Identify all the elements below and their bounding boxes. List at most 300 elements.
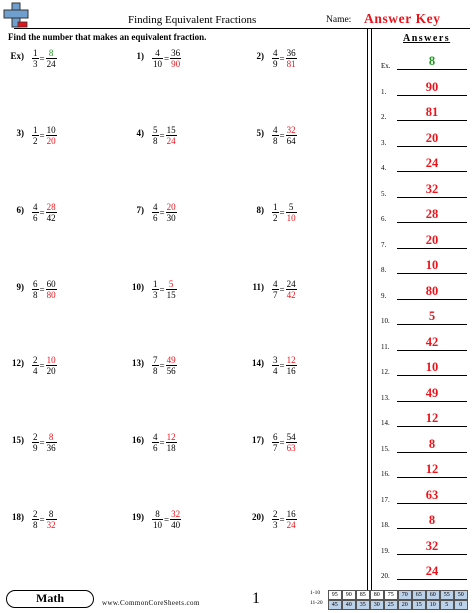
- equals-sign: =: [279, 130, 285, 141]
- score-cell: 5: [440, 600, 455, 611]
- answer-value: 80: [425, 283, 439, 298]
- score-cell: 65: [412, 590, 427, 601]
- equals-sign: =: [39, 207, 45, 218]
- score-cell: 45: [328, 600, 343, 611]
- score-cell: 60: [426, 590, 441, 601]
- numerator: 16: [286, 509, 296, 519]
- answer-label: 14.: [381, 419, 390, 427]
- denominator: 56: [166, 366, 176, 376]
- problem-item: [244, 509, 354, 549]
- numerator: 4: [153, 202, 158, 212]
- answer-label: 5.: [381, 189, 387, 198]
- answer-label: 12.: [381, 368, 390, 376]
- problem-number: 9): [16, 282, 24, 292]
- numerator: 36: [286, 48, 296, 58]
- fraction-equation: [152, 509, 181, 530]
- problem-number: 2): [256, 51, 264, 61]
- denominator: 16: [286, 366, 296, 376]
- denominator: 90: [171, 59, 181, 69]
- equivalent-fraction: [46, 432, 57, 453]
- answer-label: 6.: [381, 215, 387, 223]
- fraction-equation: [32, 509, 57, 530]
- numerator: 10: [46, 355, 56, 365]
- numerator: 2: [33, 355, 38, 365]
- denominator: 80: [46, 290, 56, 300]
- answer-row: [381, 205, 471, 223]
- numerator: 12: [166, 432, 176, 442]
- fraction-equation: [272, 355, 297, 376]
- equivalent-fraction: [170, 48, 181, 69]
- answer-value: 63: [425, 487, 439, 502]
- answer-row: [381, 562, 471, 580]
- numerator: 1: [153, 279, 158, 289]
- equivalent-fraction: [46, 125, 57, 146]
- numerator: 49: [166, 355, 176, 365]
- problem-number: 19): [132, 512, 144, 522]
- answer-value: 81: [425, 105, 439, 119]
- numerator: 2: [273, 509, 278, 519]
- numerator: 4: [153, 432, 158, 442]
- denominator: 2: [273, 213, 278, 223]
- fraction-equation: [32, 279, 57, 300]
- problem-item: [124, 509, 234, 549]
- fraction-equation: [152, 355, 177, 376]
- answer-row: [381, 78, 471, 96]
- answer-line: [397, 452, 467, 453]
- problem-number: 6): [16, 205, 24, 215]
- fraction-equation: [272, 202, 297, 223]
- problem-number: 17): [252, 435, 264, 445]
- equivalent-fraction: [286, 279, 297, 300]
- equals-sign: =: [279, 53, 285, 64]
- equivalent-fraction: [166, 279, 177, 300]
- numerator: 20: [166, 202, 176, 212]
- score-cell: 10: [426, 600, 441, 611]
- answer-key-label: Answer Key: [364, 11, 441, 26]
- numerator: 36: [171, 48, 181, 58]
- answer-line: [397, 120, 467, 121]
- fraction-equation: [32, 202, 57, 223]
- problem-item: [244, 48, 354, 88]
- page-number: 1: [252, 590, 260, 607]
- denominator: 6: [153, 213, 158, 223]
- given-fraction: [152, 202, 159, 223]
- given-fraction: [152, 509, 163, 530]
- answer-row: [381, 256, 471, 274]
- given-fraction: [272, 279, 279, 300]
- numerator: 7: [153, 355, 158, 365]
- score-cell: 20: [398, 600, 413, 611]
- fraction-equation: [32, 355, 57, 376]
- score-cell: 0: [454, 600, 469, 611]
- score-cell: 35: [356, 600, 371, 611]
- numerator: 3: [273, 355, 278, 365]
- denominator: 8: [33, 290, 38, 300]
- equals-sign: =: [39, 130, 45, 141]
- numerator: 6: [33, 279, 38, 289]
- answer-line: [397, 69, 467, 70]
- problem-number: 10): [132, 282, 144, 292]
- equals-sign: =: [279, 360, 285, 371]
- numerator: 8: [155, 509, 160, 519]
- equivalent-fraction: [46, 279, 57, 300]
- answer-line: [397, 401, 467, 402]
- answer-row: [381, 103, 471, 121]
- equivalent-fraction: [46, 355, 57, 376]
- problem-number: 4): [136, 128, 144, 138]
- equivalent-fraction: [166, 202, 177, 223]
- problem-number: 16): [132, 435, 144, 445]
- equals-sign: =: [164, 53, 170, 64]
- equivalent-fraction: [286, 355, 297, 376]
- fraction-equation: [32, 48, 57, 69]
- equivalent-fraction: [166, 432, 177, 453]
- answer-value: 32: [425, 181, 439, 196]
- problem-number: 1): [136, 51, 144, 61]
- equivalent-fraction: [286, 48, 297, 69]
- problem-item: [244, 355, 354, 395]
- problem-number: Ex): [10, 51, 24, 61]
- equivalent-fraction: [166, 125, 177, 146]
- answer-label: 19.: [381, 546, 390, 555]
- title-rule: [14, 28, 470, 29]
- denominator: 15: [166, 290, 176, 300]
- answer-row: [381, 460, 471, 478]
- answer-row: [381, 307, 471, 325]
- problem-item: [124, 125, 234, 165]
- problem-item: [4, 48, 114, 88]
- equivalent-fraction: [286, 125, 297, 146]
- numerator: 4: [273, 279, 278, 289]
- equivalent-fraction: [46, 509, 57, 530]
- score-cell: 70: [398, 590, 413, 601]
- numerator: 2: [33, 509, 38, 519]
- answer-line: [397, 554, 467, 555]
- denominator: 20: [46, 366, 56, 376]
- answer-value: 12: [425, 462, 439, 476]
- answer-row: [381, 537, 471, 555]
- equivalent-fraction: [286, 432, 297, 453]
- denominator: 42: [46, 213, 56, 223]
- numerator: 5: [153, 125, 158, 135]
- denominator: 9: [273, 59, 278, 69]
- denominator: 6: [153, 443, 158, 453]
- score-cell: 90: [342, 590, 357, 601]
- fraction-equation: [32, 432, 57, 453]
- denominator: 20: [46, 136, 56, 146]
- score-cell: 95: [328, 590, 343, 601]
- fraction-equation: [272, 48, 297, 69]
- answer-line: [397, 248, 467, 249]
- fraction-equation: [152, 48, 181, 69]
- denominator: 8: [153, 136, 158, 146]
- denominator: 2: [33, 136, 38, 146]
- given-fraction: [272, 509, 279, 530]
- problem-item: [244, 432, 354, 472]
- denominator: 10: [153, 520, 162, 530]
- answer-line: [397, 477, 467, 478]
- equals-sign: =: [39, 514, 45, 525]
- denominator: 42: [286, 290, 296, 300]
- answer-value: 24: [425, 564, 439, 578]
- given-fraction: [272, 355, 279, 376]
- problem-item: [4, 202, 114, 242]
- numerator: 1: [33, 48, 38, 58]
- answer-label: 3.: [381, 138, 387, 147]
- answer-label: 2.: [381, 113, 387, 121]
- equivalent-fraction: [46, 48, 57, 69]
- given-fraction: [152, 279, 159, 300]
- numerator: 8: [48, 48, 54, 58]
- given-fraction: [32, 125, 39, 146]
- denominator: 9: [33, 443, 38, 453]
- site-url: www.CommonCoreSheets.com: [102, 599, 200, 607]
- answer-row: [381, 511, 471, 529]
- problem-item: [4, 355, 114, 395]
- answer-row: [381, 52, 471, 70]
- given-fraction: [152, 125, 159, 146]
- answer-line: [397, 324, 467, 325]
- equals-sign: =: [159, 284, 165, 295]
- answer-row: [381, 180, 471, 198]
- answer-row: [381, 435, 471, 453]
- fraction-equation: [272, 509, 297, 530]
- given-fraction: [32, 202, 39, 223]
- fraction-equation: [152, 202, 177, 223]
- problem-item: [244, 125, 354, 165]
- answer-label: 16.: [381, 470, 390, 478]
- answer-line: [397, 503, 467, 504]
- answer-line: [397, 171, 467, 172]
- answer-value: 28: [425, 207, 439, 221]
- problem-item: [124, 432, 234, 472]
- denominator: 10: [286, 213, 296, 223]
- name-label: Name:: [326, 15, 352, 25]
- denominator: 3: [273, 520, 278, 530]
- denominator: 4: [33, 366, 38, 376]
- problem-number: 14): [252, 358, 264, 368]
- denominator: 6: [33, 213, 38, 223]
- denominator: 3: [33, 59, 38, 69]
- answer-label: 9.: [381, 291, 387, 300]
- score-grid: [328, 590, 468, 610]
- answer-label: 1.: [381, 87, 387, 96]
- column-divider: [371, 28, 372, 590]
- given-fraction: [32, 279, 39, 300]
- problem-item: [4, 125, 114, 165]
- problem-item: [244, 202, 354, 242]
- answer-value: 49: [425, 385, 439, 400]
- answer-value: 90: [425, 79, 439, 94]
- denominator: 8: [273, 136, 278, 146]
- answer-row: [381, 282, 471, 300]
- answer-value: 10: [425, 360, 439, 374]
- answer-label: 8.: [381, 266, 387, 274]
- logo-icon: [3, 2, 29, 28]
- fraction-equation: [32, 125, 57, 146]
- score-cell: 15: [412, 600, 427, 611]
- given-fraction: [272, 48, 279, 69]
- denominator: 32: [46, 520, 56, 530]
- problem-number: 3): [16, 128, 24, 138]
- answer-row: [381, 358, 471, 376]
- equals-sign: =: [279, 207, 285, 218]
- answer-label: 11.: [381, 342, 390, 351]
- problem-number: 18): [12, 512, 24, 522]
- denominator: 36: [46, 443, 56, 453]
- answer-label: 10.: [381, 317, 390, 325]
- numerator: 1: [33, 125, 38, 135]
- denominator: 4: [273, 366, 278, 376]
- problem-number: 8): [256, 205, 264, 215]
- score-range-1: 1-10: [310, 590, 321, 596]
- equivalent-fraction: [46, 202, 57, 223]
- given-fraction: [32, 48, 39, 69]
- answer-label: 15.: [381, 444, 390, 453]
- answer-value: 10: [425, 258, 439, 272]
- fraction-equation: [272, 279, 297, 300]
- numerator: 6: [273, 432, 278, 442]
- denominator: 24: [46, 59, 56, 69]
- equals-sign: =: [279, 284, 285, 295]
- numerator: 5: [288, 202, 294, 212]
- given-fraction: [152, 355, 159, 376]
- problem-number: 13): [132, 358, 144, 368]
- problem-item: [124, 48, 234, 88]
- given-fraction: [32, 509, 39, 530]
- given-fraction: [272, 432, 279, 453]
- denominator: 8: [153, 366, 158, 376]
- given-fraction: [272, 202, 279, 223]
- denominator: 7: [273, 443, 278, 453]
- problem-number: 7): [136, 205, 144, 215]
- problem-number: 11): [252, 282, 264, 292]
- answer-line: [397, 299, 467, 300]
- denominator: 18: [166, 443, 176, 453]
- score-cell: 75: [384, 590, 399, 601]
- fraction-equation: [152, 279, 177, 300]
- problem-item: [244, 279, 354, 319]
- problem-item: [124, 355, 234, 395]
- answer-row: [381, 333, 471, 351]
- score-cell: 30: [370, 600, 385, 611]
- answer-line: [397, 273, 467, 274]
- problem-item: [4, 432, 114, 472]
- numerator: 32: [171, 509, 181, 519]
- answer-label: 4.: [381, 164, 387, 172]
- denominator: 10: [153, 59, 162, 69]
- answers-header: Answers: [403, 33, 451, 44]
- equivalent-fraction: [286, 202, 297, 223]
- score-cell: 50: [454, 590, 469, 601]
- score-range-2: 11-20: [310, 600, 323, 606]
- answer-value: 12: [425, 411, 439, 425]
- answer-line: [397, 528, 467, 529]
- answer-line: [397, 375, 467, 376]
- numerator: 32: [286, 125, 296, 135]
- answer-line: [397, 222, 467, 223]
- answer-line: [397, 146, 467, 147]
- given-fraction: [32, 432, 39, 453]
- denominator: 64: [286, 136, 296, 146]
- problem-number: 12): [12, 358, 24, 368]
- problem-number: 15): [12, 435, 24, 445]
- answer-line: [397, 350, 467, 351]
- equals-sign: =: [39, 360, 45, 371]
- equivalent-fraction: [166, 355, 177, 376]
- problem-number: 5): [256, 128, 264, 138]
- answer-row: [381, 384, 471, 402]
- denominator: 40: [171, 520, 181, 530]
- numerator: 1: [273, 202, 278, 212]
- instructions: Find the number that makes an equivalent fraction.: [8, 32, 207, 42]
- answer-value: 8: [428, 513, 436, 527]
- equals-sign: =: [159, 437, 165, 448]
- denominator: 63: [286, 443, 296, 453]
- answer-line: [397, 95, 467, 96]
- answer-value: 8: [428, 54, 436, 68]
- answer-row: [381, 486, 471, 504]
- equals-sign: =: [164, 514, 170, 525]
- numerator: 24: [286, 279, 296, 289]
- answer-row: [381, 409, 471, 427]
- answer-line: [397, 579, 467, 580]
- problem-item: [124, 202, 234, 242]
- denominator: 24: [166, 136, 176, 146]
- given-fraction: [152, 432, 159, 453]
- fraction-equation: [152, 125, 177, 146]
- answer-label: Ex.: [381, 62, 391, 70]
- equals-sign: =: [39, 284, 45, 295]
- answer-label: 13.: [381, 393, 390, 402]
- fraction-equation: [272, 432, 297, 453]
- score-cell: 40: [342, 600, 357, 611]
- fraction-equation: [272, 125, 297, 146]
- denominator: 8: [33, 520, 38, 530]
- numerator: 4: [273, 125, 278, 135]
- numerator: 60: [46, 279, 56, 289]
- score-cell: 25: [384, 600, 399, 611]
- answer-value: 20: [425, 232, 439, 247]
- subject-badge: Math: [6, 590, 94, 608]
- given-fraction: [272, 125, 279, 146]
- answer-label: 17.: [381, 495, 390, 504]
- numerator: 54: [286, 432, 296, 442]
- denominator: 24: [286, 520, 296, 530]
- equals-sign: =: [159, 130, 165, 141]
- answer-label: 18.: [381, 521, 390, 529]
- answer-label: 20.: [381, 572, 390, 580]
- numerator: 4: [273, 48, 278, 58]
- answer-value: 5: [428, 309, 436, 323]
- numerator: 12: [286, 355, 296, 365]
- equivalent-fraction: [170, 509, 181, 530]
- denominator: 81: [286, 59, 296, 69]
- given-fraction: [152, 48, 163, 69]
- given-fraction: [32, 355, 39, 376]
- answer-row: [381, 154, 471, 172]
- numerator: 4: [33, 202, 38, 212]
- equals-sign: =: [279, 437, 285, 448]
- answer-value: 42: [425, 334, 439, 349]
- problem-number: 20): [252, 512, 264, 522]
- numerator: 8: [48, 509, 54, 519]
- equals-sign: =: [39, 53, 45, 64]
- answer-line: [397, 426, 467, 427]
- numerator: 5: [168, 279, 174, 289]
- answer-line: [397, 197, 467, 198]
- answer-value: 8: [428, 436, 436, 451]
